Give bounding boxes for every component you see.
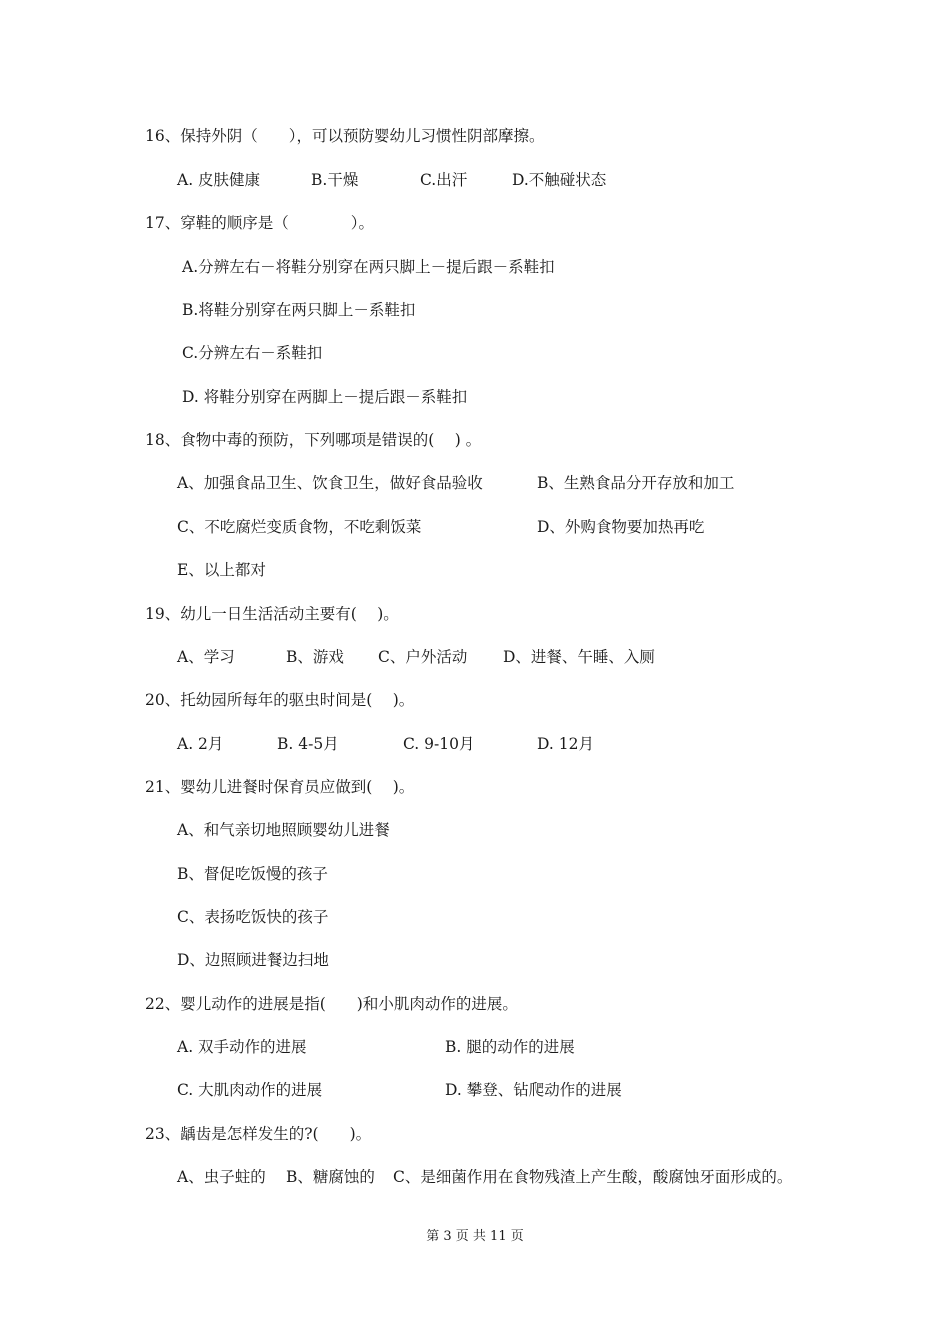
option-18-c: C、不吃腐烂变质食物，不吃剩饭菜	[177, 518, 422, 536]
question-18: 18、食物中毒的预防，下列哪项是错误的( ) 。	[145, 431, 482, 449]
option-22-a: A. 双手动作的进展	[177, 1038, 307, 1056]
option-21-a: A、和气亲切地照顾婴幼儿进餐	[177, 821, 390, 839]
option-17-b: B.将鞋分别穿在两只脚上－系鞋扣	[182, 301, 416, 319]
option-23-c: C、是细菌作用在食物残渣上产生酸，酸腐蚀牙面形成的。	[393, 1168, 793, 1186]
option-16-a: A. 皮肤健康	[177, 171, 261, 189]
question-22: 22、婴儿动作的进展是指( )和小肌肉动作的进展。	[145, 995, 518, 1013]
option-21-c: C、表扬吃饭快的孩子	[177, 908, 329, 926]
option-21-b: B、督促吃饭慢的孩子	[177, 865, 328, 883]
option-19-b: B、游戏	[286, 648, 344, 666]
option-17-d: D. 将鞋分别穿在两脚上－提后跟－系鞋扣	[182, 388, 468, 406]
option-18-a: A、加强食品卫生、饮食卫生，做好食品验收	[177, 474, 483, 492]
question-23: 23、龋齿是怎样发生的?( )。	[145, 1125, 372, 1143]
option-23-b: B、糖腐蚀的	[286, 1168, 375, 1186]
option-17-c: C.分辨左右－系鞋扣	[182, 344, 323, 362]
option-20-b: B. 4-5月	[277, 735, 339, 753]
option-16-d: D.不触碰状态	[512, 171, 607, 189]
option-18-e: E、以上都对	[177, 561, 266, 579]
option-19-a: A、学习	[177, 648, 235, 666]
option-20-a: A. 2月	[177, 735, 224, 753]
option-22-b: B. 腿的动作的进展	[445, 1038, 575, 1056]
question-19: 19、幼儿一日生活活动主要有( )。	[145, 605, 399, 623]
option-22-c: C. 大肌肉动作的进展	[177, 1081, 323, 1099]
option-16-c: C.出汗	[420, 171, 468, 189]
question-16: 16、保持外阴（ ），可以预防婴幼儿习惯性阴部摩擦。	[145, 127, 545, 145]
question-21: 21、婴幼儿进餐时保育员应做到( )。	[145, 778, 415, 796]
option-22-d: D. 攀登、钻爬动作的进展	[445, 1081, 622, 1099]
option-21-d: D、边照顾进餐边扫地	[177, 951, 329, 969]
question-17: 17、穿鞋的顺序是（ ）。	[145, 214, 374, 232]
option-20-d: D. 12月	[537, 735, 594, 753]
option-18-b: B、生熟食品分开存放和加工	[537, 474, 735, 492]
option-18-d: D、外购食物要加热再吃	[537, 518, 705, 536]
option-16-b: B.干燥	[311, 171, 359, 189]
option-19-c: C、户外活动	[378, 648, 468, 666]
option-17-a: A.分辨左右－将鞋分别穿在两只脚上－提后跟－系鞋扣	[182, 258, 555, 276]
option-20-c: C. 9-10月	[403, 735, 475, 753]
question-20: 20、托幼园所每年的驱虫时间是( )。	[145, 691, 415, 709]
page-number-footer: 第 3 页 共 11 页	[426, 1229, 524, 1244]
option-19-d: D、进餐、午睡、入厕	[503, 648, 655, 666]
option-23-a: A、虫子蛀的	[177, 1168, 266, 1186]
